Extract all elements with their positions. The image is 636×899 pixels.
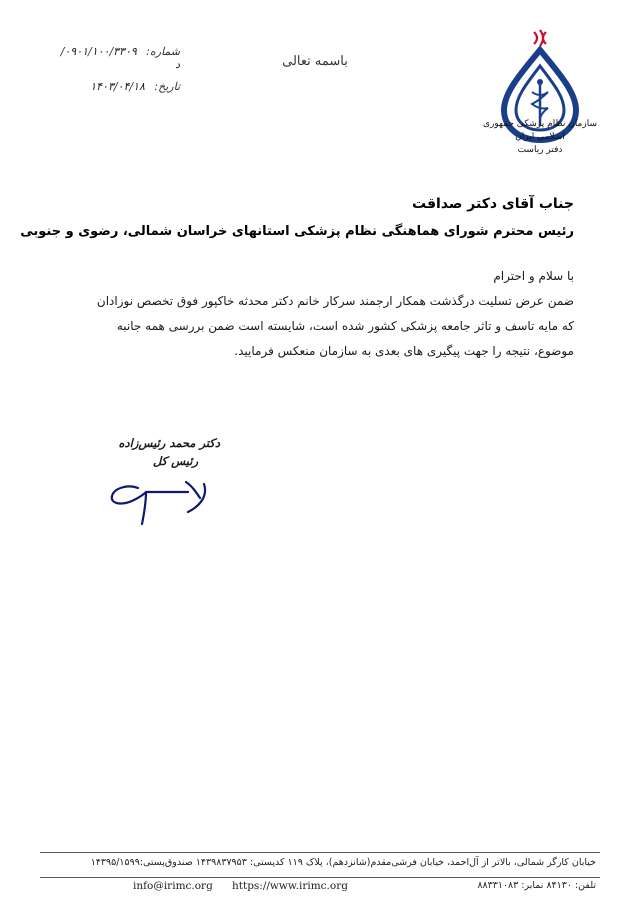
footer-address: خیابان کارگر شمالی، بالاتر از آل‌احمد، خیابان فرشی‌مقدم(شانزدهم)، پلاک ۱۱۹ کدپستی: ۱۴۳۹۸۳۷۹۵۳ صندوق‌پستی:۱۴۳۹۵/۱۵۹۹ — [90, 857, 596, 868]
letter-date — [60, 80, 180, 93]
signatory-name: دکتر محمد رئیس‌زاده — [118, 436, 220, 450]
footer-website-link[interactable]: https://www.irimc.org — [232, 880, 348, 892]
number-value: ۰۹۰۱/۱۰۰/۳۳۰۹/د — [60, 45, 180, 71]
date-label: تاریخ: — [154, 80, 180, 93]
body-line-2: که مایه تاسف و تاثر جامعه پزشکی کشور شده است، شایسته است ضمن بررسی همه جانبه — [116, 319, 574, 333]
recipient-name: جناب آقای دکتر صداقت — [412, 196, 574, 212]
body-line-1: ضمن عرض تسلیت درگذشت همکار ارجمند سرکار خانم دکتر محدثه خاکپور فوق تخصص نوزادان — [96, 294, 574, 308]
number-label: شماره: — [146, 45, 180, 58]
body-line-3: موضوع، نتیجه را جهت پیگیری های بعدی به سازمان منعکس فرمایید. — [234, 344, 574, 358]
signatory-role: رئیس کل — [152, 454, 198, 468]
handwritten-signature — [100, 462, 220, 532]
bismillah-heading: باسمه تعالی — [282, 54, 348, 69]
footer-contact: تلفن: ۸۴۱۳۰ نمابر: ۸۸۳۳۱۰۸۳ — [477, 880, 596, 891]
recipient-title: رئیس محترم شورای هماهنگی نظام پزشکی استانهای خراسان شمالی، رضوی و جنوبی — [20, 224, 574, 239]
org-name-line1: سازمان نظام پزشکی جمهوری اسلامی ایران — [482, 119, 598, 142]
emblem-icon — [534, 30, 546, 46]
footer-divider-top — [40, 852, 600, 853]
footer-divider-bottom — [40, 877, 600, 878]
org-name — [470, 118, 610, 157]
org-name-line2: دفتر ریاست — [517, 145, 563, 155]
date-value: ۱۴۰۳/۰۴/۱۸ — [90, 80, 145, 93]
letter-number — [60, 45, 180, 71]
greeting: با سلام و احترام — [493, 269, 574, 283]
footer-email-link[interactable]: info@irimc.org — [133, 880, 213, 892]
